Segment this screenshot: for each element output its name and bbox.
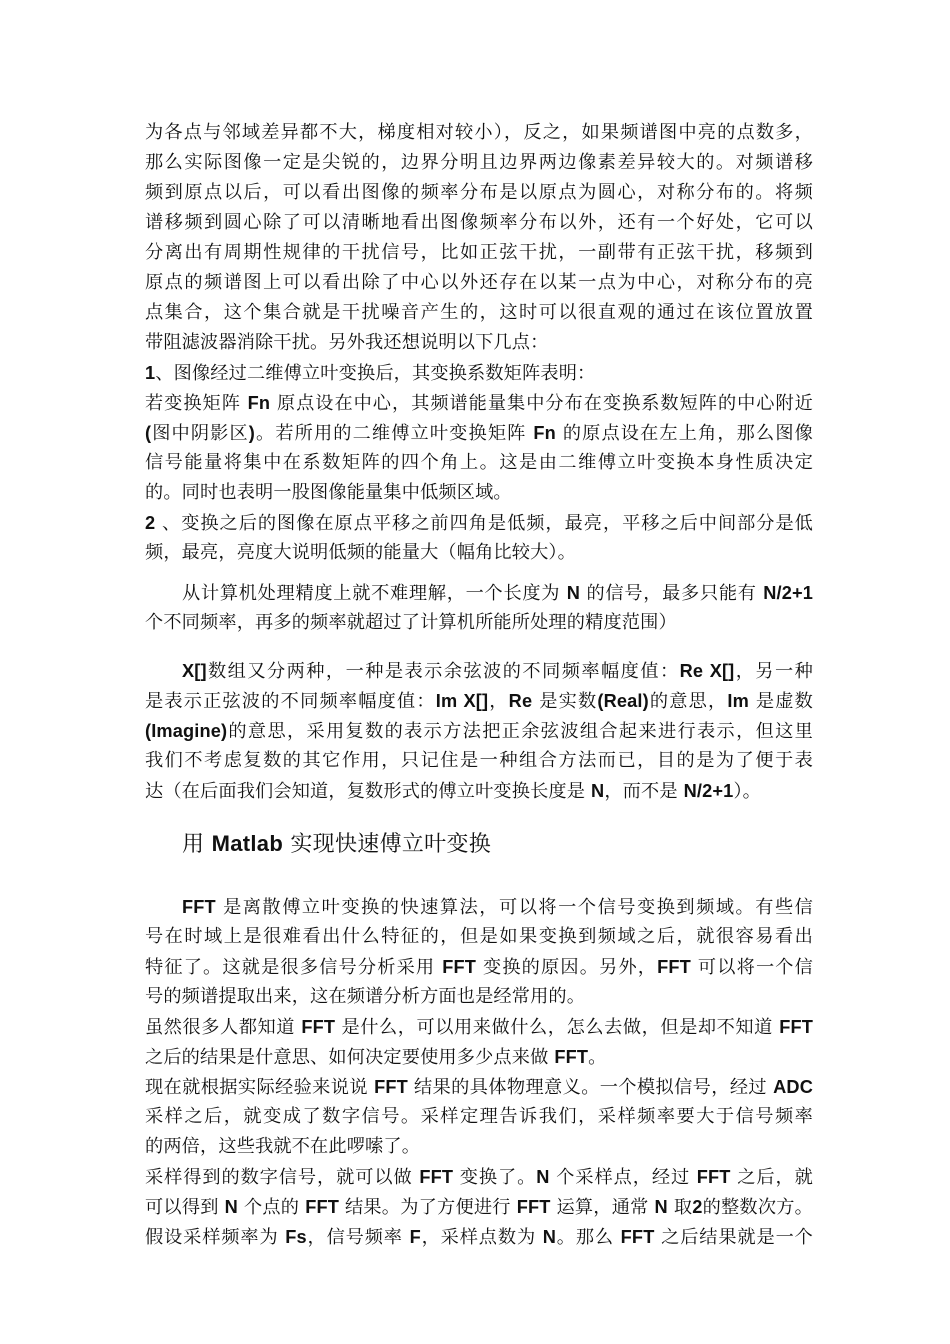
text-run: 假设采样频率为 (145, 1227, 286, 1248)
text-run: 是实数 (532, 691, 598, 712)
text-run: 个采样点，经过 (549, 1167, 697, 1188)
text-line: 为各点与邻域差异都不大，梯度相对较小），反之，如果频谱图中亮的点数多， (145, 122, 813, 143)
text-run: 变换的原因。另外， (476, 957, 658, 978)
text-run: ，另一种 (734, 661, 813, 682)
list-item-2 (145, 508, 813, 568)
text-run: 虽然很多人都知道 (145, 1017, 302, 1038)
item-number: 1 (145, 363, 156, 383)
text-line (145, 508, 813, 538)
text-line: 带阻滤波器消除干扰。另外我还想说明以下几点： (145, 332, 549, 353)
item-number: 2 (145, 513, 156, 533)
paragraph-fft-physical (145, 1072, 813, 1162)
math-term: N (654, 1197, 668, 1217)
math-term: FFT (696, 1167, 731, 1187)
text-run: 若变换矩阵 (145, 393, 248, 414)
text-line (145, 1162, 813, 1192)
text-run: 之后，就 (730, 1167, 813, 1188)
text-line (145, 656, 813, 686)
text-line: 个不同频率，再多的频率就超过了计算机所能所处理的精度范围） (145, 612, 677, 633)
text-line: 采样之后，就变成了数字信号。采样定理告诉我们，采样频率要大于信号频率 (145, 1106, 813, 1127)
item-text: 、图像经过二维傅立叶变换后，其变换系数矩阵表明： (155, 363, 596, 384)
text-run: 从计算机处理精度上就不难理解，一个长度为 (182, 583, 567, 604)
text-run: 的原点设在左上角，那么图像 (555, 423, 813, 444)
text-line: 的。同时也表明一股图像能量集中低频区域。 (145, 482, 512, 503)
text-run: 个点的 (237, 1197, 306, 1218)
math-term: FFT (554, 1047, 589, 1067)
math-term: (Imagine) (145, 721, 228, 741)
math-term: FFT (516, 1197, 551, 1217)
math-term: Fn (533, 423, 556, 443)
math-term: Im X[] (435, 691, 489, 711)
text-run: 特征了。这就是很多信号分析采用 (145, 957, 443, 978)
text-run: 是什么，可以用来做什么，怎么去做，但是却不知道 (335, 1017, 780, 1038)
text-run: 之后结果就是一个 (654, 1227, 814, 1248)
math-term: FFT (374, 1077, 408, 1097)
text-line: 分离出有周期性规律的干扰信号，比如正弦干扰，一副带有正弦干扰，移频到 (145, 242, 813, 263)
text-run: 采样得到的数字信号，就可以做 (145, 1167, 420, 1188)
heading-run: 用 (182, 832, 212, 857)
text-line (145, 1042, 813, 1072)
text-line (145, 1222, 813, 1252)
text-run: 运算，通常 (550, 1197, 655, 1218)
text-run: 可以得到 (145, 1197, 225, 1218)
document-page (145, 118, 813, 1252)
math-term: Re X[] (679, 661, 735, 681)
text-line: 的两倍，这些我就不在此啰嗦了。 (145, 1136, 421, 1157)
text-run: 的意思，采用复数的表示方法把正余弦波组合起来进行表示，但这里 (227, 721, 813, 742)
text-run: 现在就根据实际经验来说说 (145, 1077, 375, 1098)
text-run: 。 (588, 1047, 607, 1068)
math-term: FFT (301, 1017, 336, 1037)
math-term: N/2+1 (763, 583, 813, 603)
math-term: X[] (182, 661, 207, 681)
text-line: 频到原点以后，可以看出图像的频率分布是以原点为圆心，对称分布的。将频 (145, 182, 813, 203)
paragraph-x-array (145, 656, 813, 806)
text-run: ，信号频率 (306, 1227, 410, 1248)
text-line (145, 1072, 813, 1102)
math-term: FFT (657, 957, 691, 977)
text-run: 。若所用的二维傅立叶变换矩阵 (255, 423, 534, 444)
text-run: 结果。为了方便进行 (338, 1197, 517, 1218)
text-run: 达（在后面我们会知道，复数形式的傅立叶变换长度是 (145, 781, 592, 802)
text-line: 信号能量将集中在系数矩阵的四个角上。这是由二维傅立叶变换本身性质决定 (145, 452, 813, 473)
heading-term: Matlab (211, 831, 284, 856)
math-term: Fn (247, 393, 271, 413)
math-term: FFT (442, 957, 477, 977)
math-term: FFT (305, 1197, 339, 1217)
math-term: FFT (620, 1227, 655, 1247)
text-line: 号在时域上是很难看出什么特征的，但是如果变换到频域之后，就很容易看出 (145, 926, 813, 947)
math-term: N/2+1 (683, 781, 734, 801)
text-line: 点集合，这个集合就是干扰噪音产生的，这时可以很直观的通过在该位置放置 (145, 302, 813, 323)
text-line (145, 776, 813, 806)
text-line (145, 578, 813, 608)
text-run: 结果的具体物理意义。一个模拟信号，经过 (407, 1077, 774, 1098)
text-run: 的信号，最多只能有 (580, 583, 764, 604)
text-line: 频，最亮，亮度大说明低频的能量大（幅角比较大）。 (145, 542, 577, 563)
math-term: FFT (182, 897, 216, 917)
section-heading (145, 826, 813, 862)
text-line: 号的频谱提取出来，这在频谱分析方面也是经常用的。 (145, 986, 586, 1007)
text-line (145, 952, 813, 982)
paren: ) (248, 423, 256, 443)
paragraph-fft-intro (145, 892, 813, 1012)
math-term: FFT (779, 1017, 813, 1037)
item-text: 、变换之后的图像在原点平移之前四角是低频，最亮，平移之后中间部分是低 (155, 513, 813, 534)
paren: ( (145, 423, 152, 443)
text-run: 是表示正弦波的不同频率幅度值： (145, 691, 436, 712)
text-line (145, 1192, 813, 1222)
paragraph-fft-meaning (145, 1012, 813, 1072)
text-line: 那么实际图像一定是尖锐的，边界分明且边界两边像素差异较大的。对频谱移 (145, 152, 813, 173)
paragraph-precision (145, 578, 813, 638)
math-term: N (566, 583, 580, 603)
text-line: 原点的频谱图上可以看出除了中心以外还存在以某一点为中心，对称分布的亮 (145, 272, 813, 293)
paragraph-fn-matrix (145, 388, 813, 508)
text-run: 数组又分两种，一种是表示余弦波的不同频率幅度值： (206, 661, 680, 682)
text-run: 之后的结果是什意思、如何决定要使用多少点来做 (145, 1047, 555, 1068)
text-line (145, 418, 813, 448)
math-term: N (224, 1197, 238, 1217)
text-run: 的意思， (648, 691, 728, 712)
math-term: (Real) (597, 691, 649, 711)
paragraph-fft-sampling (145, 1162, 813, 1252)
math-term: ADC (773, 1077, 813, 1097)
text-run: 取 (667, 1197, 693, 1218)
math-term: N (536, 1167, 550, 1187)
math-term: Im (727, 691, 749, 711)
text-line: 我们不考虑复数的其它作用，只记住是一种组合方法而已，目的是为了便于表 (145, 750, 813, 771)
text-run: 原点设在中心，其频谱能量集中分布在变换系数短阵的中心附近 (270, 393, 813, 414)
text-run: 变换了。 (453, 1167, 537, 1188)
heading-run: 实现快速傅立叶变换 (283, 832, 492, 857)
text-line: 谱移频到圆心除了可以清晰地看出图像频率分布以外，还有一个好处，它可以 (145, 212, 813, 233)
math-term: F (409, 1227, 421, 1247)
math-term: 2 (692, 1197, 703, 1217)
paragraph-spectrum-intro (145, 118, 813, 358)
list-item-1 (145, 358, 813, 388)
math-term: N (542, 1227, 557, 1247)
text-line (145, 686, 813, 716)
text-line (145, 716, 813, 746)
text-run: ， (488, 691, 509, 712)
text-run: 是离散傅立叶变换的快速算法，可以将一个信号变换到频域。有些信 (215, 897, 813, 918)
math-term: N (591, 781, 605, 801)
text-run: ）。 (733, 781, 762, 802)
text-run: 图中阴影区 (151, 423, 249, 444)
text-run: ，而不是 (604, 781, 684, 802)
math-term: FFT (419, 1167, 454, 1187)
text-run: 是虚数 (748, 691, 813, 712)
math-term: Fs (285, 1227, 307, 1247)
text-run: 。那么 (556, 1227, 621, 1248)
text-line (145, 892, 813, 922)
text-run: 的整数次方。 (702, 1197, 813, 1218)
text-run: ，采样点数为 (420, 1227, 543, 1248)
math-term: Re (508, 691, 533, 711)
text-line (145, 388, 813, 418)
text-line (145, 1012, 813, 1042)
text-run: 可以将一个信 (690, 957, 813, 978)
